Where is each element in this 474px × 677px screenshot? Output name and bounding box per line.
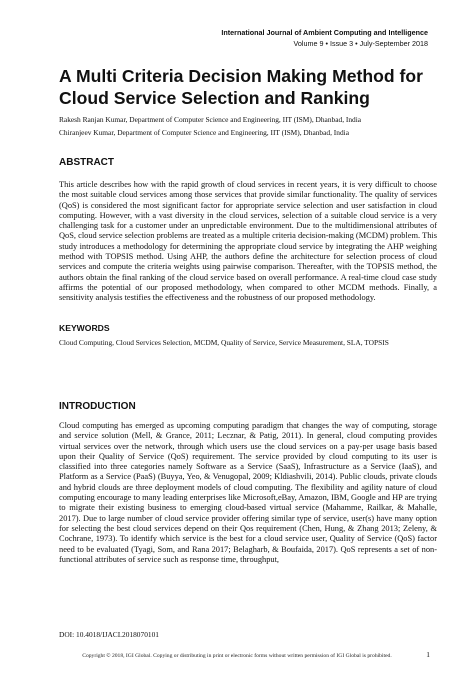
abstract-text: This article describes how with the rapid growth of cloud services in recent years, it is very difficult to choose the most suitable cloud services among those services that provide similar functionality. The quality of services (QoS) is considered the most significant factor for appropriate service selection and user satisfaction in cloud computing. However, with a vast diversity in the cloud services, selection of a suitable cloud service is a very challenging task for a customer under an unpredictable environment. Due to the multidimensional attributes of QoS, cloud service selection problems are treated as a multiple criteria decision-making (MCDM) problem. This study introduces a methodology for determining the appropriate cloud service by integrating the AHP weighing method with TOPSIS method. Using AHP, the authors define the architecture for selection process of cloud services and compute the criteria weights using pairwise comparison. Thereafter, with the TOPSIS method, the authors obtain the final ranking of the cloud service based on overall performance. A real-time cloud case study affirms the potential of our proposed methodology, when compared to other MCDM methods. Finally, a sensitivity analysis testifies the effectiveness and the robustness of our proposed methodology. (59, 180, 437, 303)
author-affiliation: Rakesh Ranjan Kumar, Department of Computer Science and Engineering, IIT (ISM), Dhanbad, India (59, 115, 362, 124)
journal-issue: Volume 9 • Issue 3 • July-September 2018 (293, 39, 428, 48)
introduction-text: Cloud computing has emerged as upcoming computing paradigm that changes the way of computing, storage and service solution (Mell, & Grance, 2011; Lecznar, & Patig, 2011). In general, cloud computing provides virtual services over the network, through which users use the cloud services on a pay-per usage basis based upon their Quality of Service (QoS) requirement. The service provided by cloud computing to its user is classified into three categories namely Software as a Service (SaaS), Infrastructure as a Service (IaaS), and Platform as a Service (PaaS) (Buyya, Yeo, & Venugopal, 2009; Kldiashvili, 2014). Public clouds, private clouds and hybrid clouds are three deployment models of cloud computing. The flexibility and agility nature of cloud computing encourage to many leading enterprises like Microsoft,eBay, Amazon, IBM, Google and HP are trying to migrate their existing business to emerging cloud-based virtual service (Mahamme, Railkar, & Mahalle, 2017). Due to large number of cloud service provider offering similar type of service, user(s) have many option for selecting the best cloud services depend on their Qos requirement (Chen, Hung, & Zhang 2013; Zeleny, & Cochrane, 1973). To identify which service is the best for a cloud service user, Quality of Service (QoS) factor need to be evaluated (Tyagi, Som, and Rana 2017; Belagharb, & Boufaida, 2017). QoS represents a set of non-functional attributes of service such as response time, throughput, (59, 421, 437, 564)
abstract-heading: ABSTRACT (59, 157, 114, 168)
introduction-heading: INTRODUCTION (59, 401, 136, 412)
page-number: 1 (426, 650, 430, 659)
journal-name: International Journal of Ambient Computing and Intelligence (221, 28, 428, 37)
copyright-notice: Copyright © 2018, IGI Global. Copying or distributing in print or electronic forms without written permission of IGI Global is prohibited. (82, 653, 392, 659)
paper-title: A Multi Criteria Decision Making Method for Cloud Service Selection and Ranking (59, 66, 423, 108)
author-affiliation: Chiranjeev Kumar, Department of Computer Science and Engineering, IIT (ISM), Dhanbad, India (59, 128, 349, 137)
doi: DOI: 10.4018/IJACI.2018070101 (59, 630, 159, 639)
keywords-heading: KEYWORDS (59, 323, 110, 333)
author-list (59, 113, 439, 139)
journal-header (128, 27, 428, 49)
keywords-text: Cloud Computing, Cloud Services Selection, MCDM, Quality of Service, Service Measurement, SLA, TOPSIS (59, 338, 389, 347)
